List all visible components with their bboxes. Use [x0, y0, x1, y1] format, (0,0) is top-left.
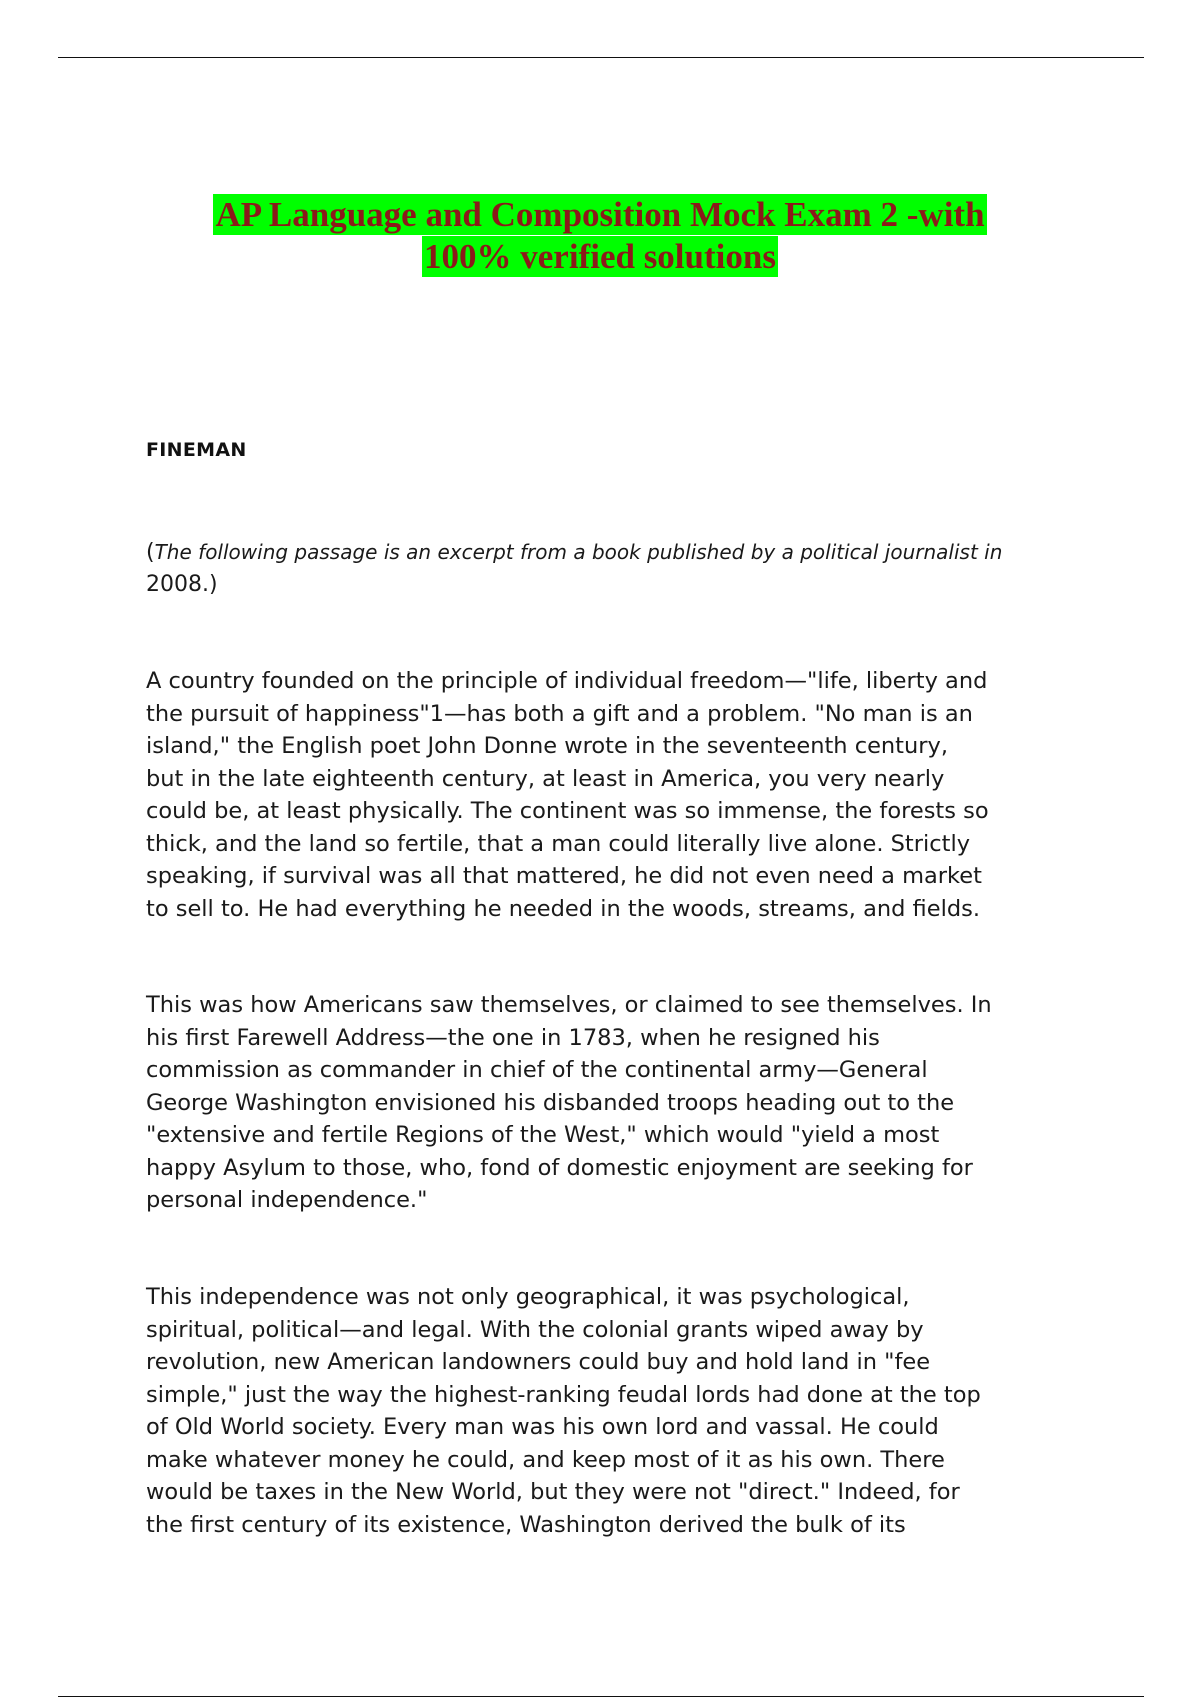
- intro-tail: 2008.): [146, 572, 218, 597]
- paragraph-1: [146, 665, 1076, 925]
- paragraph-line: make whatever money he could, and keep most of it as his own. There: [146, 1446, 945, 1473]
- paragraph-line: happy Asylum to those, who, fond of domestic enjoyment are seeking for: [146, 1154, 973, 1181]
- paragraph-line: the first century of its existence, Washington derived the bulk of its: [146, 1511, 906, 1538]
- paragraph-line: speaking, if survival was all that mattered, he did not even need a market: [146, 863, 982, 889]
- paragraph-line: thick, and the land so fertile, that a man could literally live alone. Strictly: [146, 830, 971, 857]
- title-line-2: 100% verified solutions: [424, 237, 776, 276]
- intro-open-paren: (: [146, 540, 155, 565]
- paragraph-line: "extensive and fertile Regions of the West," which would "yield a most: [146, 1122, 940, 1148]
- paragraph-line: of Old World society. Every man was his own lord and vassal. He could: [146, 1414, 939, 1440]
- paragraph-line: would be taxes in the New World, but they were not "direct." Indeed, for: [146, 1479, 960, 1505]
- paragraph-line: island," the English poet John Donne wrote in the seventeenth century,: [146, 733, 948, 759]
- paragraph-line: to sell to. He had everything he needed in the woods, streams, and fields.: [146, 895, 980, 922]
- paragraph-line: could be, at least physically. The continent was so immense, the forests so: [146, 798, 989, 824]
- paragraph-line: This was how Americans saw themselves, or claimed to see themselves. In: [146, 992, 992, 1018]
- paragraph-line: A country founded on the principle of individual freedom—"life, liberty and: [146, 668, 988, 694]
- paragraph-line: revolution, new American landowners could buy and hold land in "fee: [146, 1349, 931, 1375]
- author-heading: FINEMAN: [146, 439, 247, 461]
- top-rule: [58, 57, 1144, 58]
- paragraph-line: simple," just the way the highest-ranking feudal lords had done at the top: [146, 1381, 981, 1408]
- paragraph-line: the pursuit of happiness"1—has both a gift and a problem. "No man is an: [146, 700, 973, 727]
- paragraph-line: This independence was not only geographical, it was psychological,: [146, 1284, 910, 1310]
- paragraph-3: [146, 1281, 1076, 1541]
- paragraph-line: his first Farewell Address—the one in 1783, when he resigned his: [146, 1024, 880, 1051]
- intro-note: [146, 536, 1076, 601]
- paragraph-line: George Washington envisioned his disbanded troops heading out to the: [146, 1089, 955, 1116]
- document-title: [100, 194, 1100, 278]
- paragraph-line: commission as commander in chief of the continental army—General: [146, 1057, 928, 1083]
- paragraph-line: but in the late eighteenth century, at least in America, you very nearly: [146, 765, 945, 792]
- paragraph-2: [146, 989, 1076, 1217]
- paragraph-line: spiritual, political—and legal. With the colonial grants wiped away by: [146, 1316, 924, 1343]
- bottom-rule: [58, 1696, 1144, 1697]
- paragraph-line: personal independence.": [146, 1187, 428, 1213]
- title-line-1: AP Language and Composition Mock Exam 2 -with: [215, 195, 985, 234]
- intro-italic-text: The following passage is an excerpt from a book published by a political journalist in: [154, 540, 1003, 564]
